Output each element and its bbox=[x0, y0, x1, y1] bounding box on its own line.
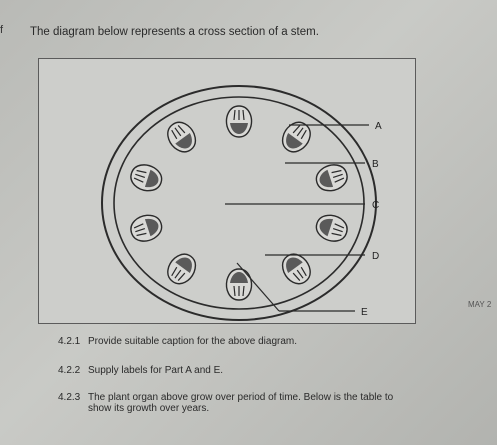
vascular-bundle bbox=[313, 211, 350, 244]
question-number: 4.2.2 bbox=[58, 365, 81, 376]
bundle-outline bbox=[277, 117, 315, 157]
label-b: B bbox=[372, 159, 379, 170]
label-a: A bbox=[375, 121, 382, 132]
bundle-outline bbox=[162, 117, 200, 157]
vascular-bundle bbox=[162, 117, 200, 157]
margin-note: MAY 2 bbox=[468, 300, 492, 309]
intro-text: The diagram below represents a cross section of a stem. bbox=[30, 26, 319, 38]
bundle-outline bbox=[313, 161, 350, 194]
question-4-2-2 bbox=[58, 365, 223, 376]
label-d: D bbox=[372, 251, 380, 262]
question-text: The plant organ above grow over period of time. Below is the table to bbox=[88, 392, 394, 403]
question-4-2-3 bbox=[58, 392, 393, 414]
vascular-bundle bbox=[227, 269, 252, 300]
stem-diagram-frame bbox=[38, 58, 416, 324]
vascular-bundle bbox=[313, 161, 350, 194]
margin-mark: f bbox=[0, 24, 4, 36]
question-4-2-1 bbox=[58, 336, 297, 347]
label-c: C bbox=[372, 200, 380, 211]
bundle-outline bbox=[128, 161, 165, 194]
question-number: 4.2.3 bbox=[58, 392, 81, 403]
vascular-bundle bbox=[227, 106, 252, 137]
bundle-outline bbox=[313, 211, 350, 244]
label-e: E bbox=[361, 307, 368, 318]
vascular-bundle bbox=[162, 249, 200, 289]
question-text: Supply labels for Part A and E. bbox=[88, 365, 224, 376]
stem-cross-section-diagram bbox=[39, 59, 415, 323]
question-text: Provide suitable caption for the above diagram. bbox=[88, 336, 298, 347]
bundle-outline bbox=[128, 211, 165, 244]
question-text-continuation: show its growth over years. bbox=[88, 403, 210, 414]
vascular-bundles bbox=[128, 106, 351, 300]
vascular-bundle bbox=[128, 161, 165, 194]
vascular-bundle bbox=[128, 211, 165, 244]
vascular-bundle bbox=[277, 117, 315, 157]
question-number: 4.2.1 bbox=[58, 336, 81, 347]
bundle-outline bbox=[162, 249, 200, 289]
